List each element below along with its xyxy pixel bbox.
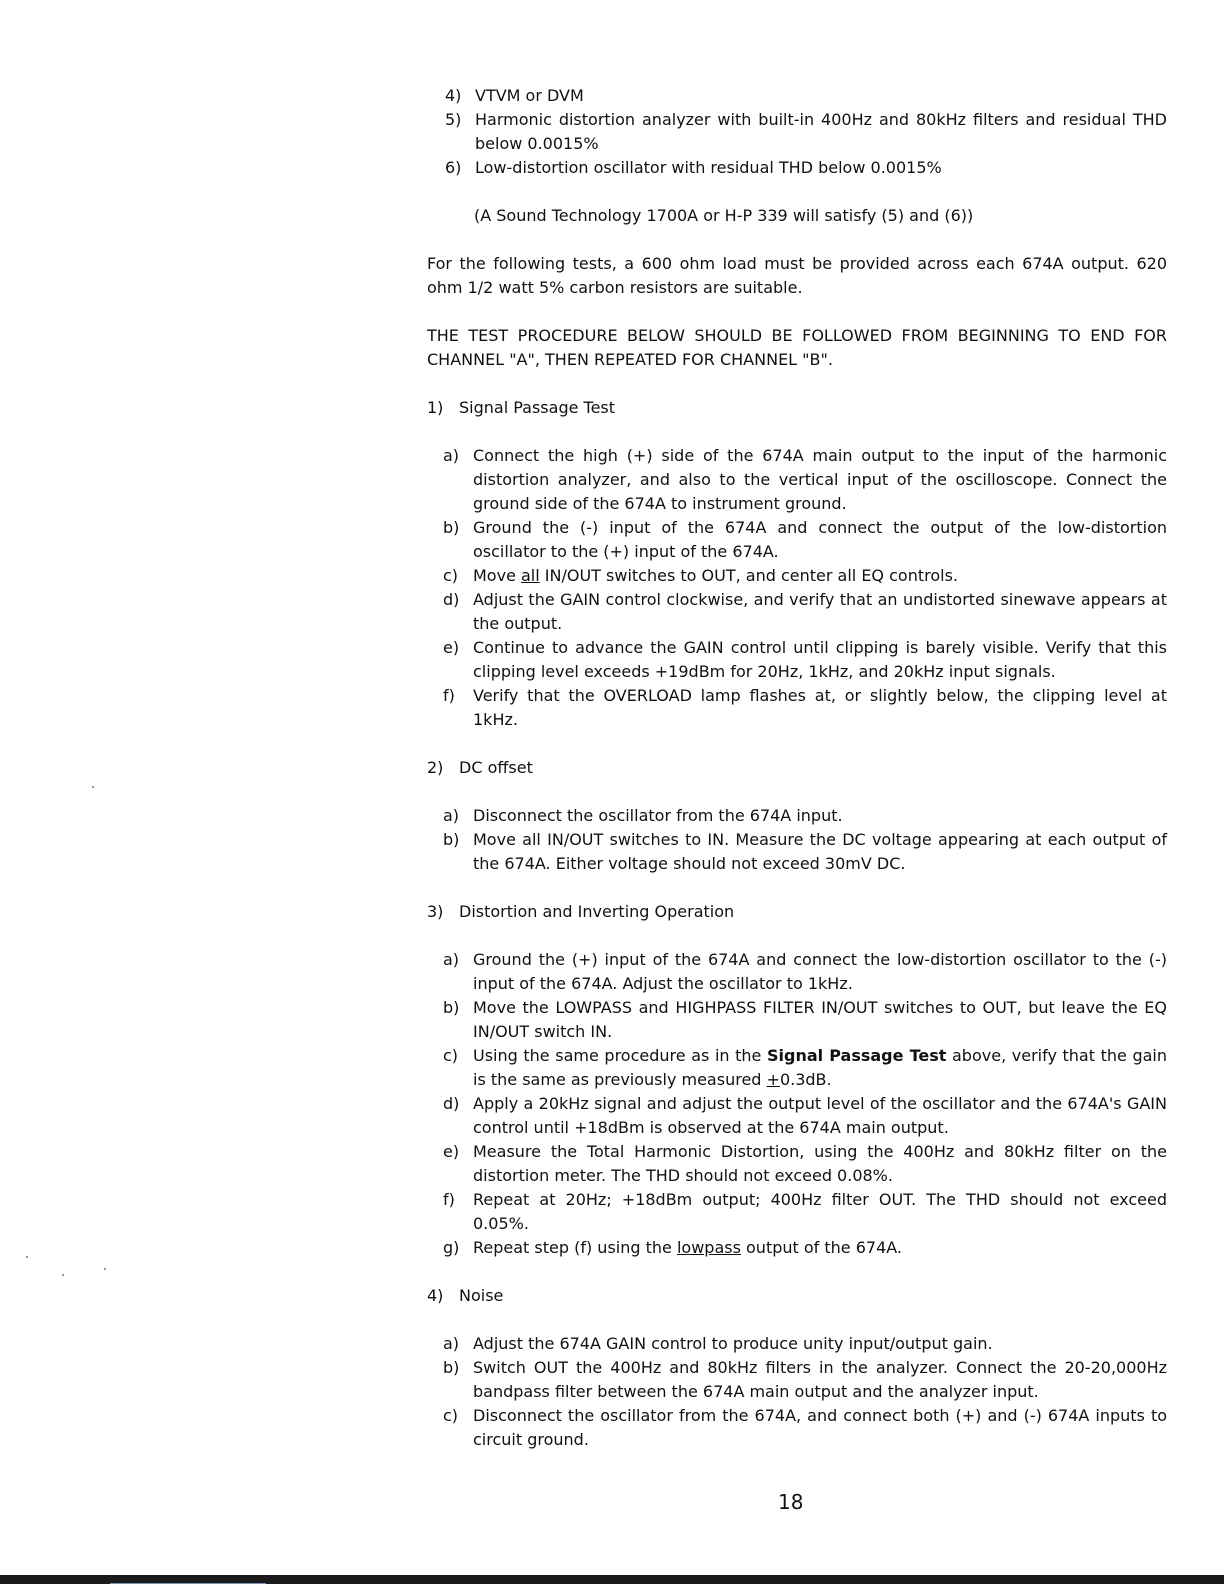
step-text: Ground the (+) input of the 674A and connect the low-distortion oscillator to the (-) input of the 674A. Adjust the oscillator to 1kHz.: [473, 950, 1167, 993]
section-title: Noise: [459, 1286, 504, 1305]
step-1e: [427, 636, 1167, 684]
dc-offset-steps: [427, 804, 1167, 876]
section-number: 2): [427, 758, 444, 777]
step-text-part: output of the 674A.: [746, 1238, 903, 1257]
step-text: [473, 564, 1167, 588]
step-text-part: Using the same procedure as in the: [473, 1046, 762, 1065]
section-heading-dc-offset: [427, 756, 1167, 780]
step-3a: [427, 948, 1167, 996]
procedure-paragraph: THE TEST PROCEDURE BELOW SHOULD BE FOLLOWED FROM BEGINNING TO END FOR CHANNEL "A", THEN REPEATED FOR CHANNEL "B".: [427, 326, 1167, 369]
page-number: 18: [778, 1490, 804, 1514]
step-text: Adjust the 674A GAIN control to produce unity input/output gain.: [473, 1334, 993, 1353]
load-paragraph: For the following tests, a 600 ohm load must be provided across each 674A output. 620 ohm 1/2 watt 5% carbon resistors are suitable.: [427, 254, 1167, 297]
step-label: c): [443, 1406, 459, 1425]
equipment-list: [427, 84, 1167, 180]
step-label: b): [443, 518, 460, 537]
step-text-part: Repeat step (f) using the: [473, 1238, 672, 1257]
step-text: Apply a 20kHz signal and adjust the output level of the oscillator and the 674A's GAIN control until +18dBm is observed at the 674A main output.: [473, 1094, 1167, 1137]
section-title: Signal Passage Test: [459, 398, 616, 417]
step-1b: [427, 516, 1167, 564]
step-1c: [427, 564, 1167, 588]
step-label: a): [443, 446, 460, 465]
step-3d: [427, 1092, 1167, 1140]
step-text: Verify that the OVERLOAD lamp flashes at, or slightly below, the clipping level at 1kHz.: [473, 686, 1167, 729]
step-label: f): [443, 1190, 455, 1209]
step-label: a): [443, 1334, 460, 1353]
section-heading-distortion: [427, 900, 1167, 924]
step-text-part: IN/OUT switches to OUT, and center all EQ controls.: [544, 566, 958, 585]
step-1a: [427, 444, 1167, 516]
step-label: a): [443, 806, 460, 825]
step-text: Disconnect the oscillator from the 674A input.: [473, 806, 843, 825]
step-text: Adjust the GAIN control clockwise, and verify that an undistorted sinewave appears at the output.: [473, 590, 1167, 633]
step-label: d): [443, 1094, 460, 1113]
step-3b: [427, 996, 1167, 1044]
step-3f: [427, 1188, 1167, 1236]
step-text-part: Move: [473, 566, 516, 585]
item-number: 4): [445, 86, 462, 105]
step-4a: [427, 1332, 1167, 1356]
item-text: VTVM or DVM: [475, 86, 584, 105]
section-number: 3): [427, 902, 444, 921]
equipment-note: (A Sound Technology 1700A or H-P 339 will satisfy (5) and (6)): [474, 206, 974, 225]
step-label: g): [443, 1238, 460, 1257]
step-3e: [427, 1140, 1167, 1188]
scan-speck: [104, 1268, 106, 1270]
equipment-item-4: [427, 84, 1167, 108]
step-3g: [427, 1236, 1167, 1260]
step-label: f): [443, 686, 455, 705]
item-number: 6): [445, 158, 462, 177]
step-text: Measure the Total Harmonic Distortion, using the 400Hz and 80kHz filter on the distortion meter. The THD should not exceed 0.08%.: [473, 1142, 1167, 1185]
step-label: b): [443, 1358, 460, 1377]
underlined-word: all: [521, 566, 540, 585]
step-label: b): [443, 830, 460, 849]
signal-passage-steps: [427, 444, 1167, 732]
section-number: 4): [427, 1286, 444, 1305]
step-text: Move all IN/OUT switches to IN. Measure the DC voltage appearing at each output of the 674A. Either voltage should not exceed 30mV DC.: [473, 830, 1167, 873]
step-label: c): [443, 1046, 459, 1065]
step-label: b): [443, 998, 460, 1017]
scan-speck: [26, 1256, 28, 1258]
equipment-item-6: [427, 156, 1167, 180]
step-text: [473, 1236, 1167, 1260]
scan-speck: [92, 786, 94, 788]
item-number: 5): [445, 110, 462, 129]
distortion-steps: [427, 948, 1167, 1260]
underlined-word: lowpass: [676, 1238, 741, 1257]
step-text: [473, 1044, 1167, 1092]
step-text: Connect the high (+) side of the 674A main output to the input of the harmonic distortion analyzer, and also to the vertical input of the oscilloscope. Connect the ground side of the 674A to instrument ground.: [473, 446, 1167, 513]
scan-speck: [62, 1274, 64, 1276]
step-text: Switch OUT the 400Hz and 80kHz filters in the analyzer. Connect the 20-20,000Hz bandpass filter between the 674A main output and the analyzer input.: [473, 1358, 1167, 1401]
step-text: Continue to advance the GAIN control until clipping is barely visible. Verify that this clipping level exceeds +19dBm for 20Hz, 1kHz, and 20kHz input signals.: [473, 638, 1167, 681]
step-2a: [427, 804, 1167, 828]
step-text-part: 0.3dB.: [779, 1070, 832, 1089]
step-2b: [427, 828, 1167, 876]
step-text: Ground the (-) input of the 674A and connect the output of the low-distortion oscillator to the (+) input of the 674A.: [473, 518, 1167, 561]
step-text-part: above, verify that the gain is the same as previously measured: [473, 1046, 1168, 1089]
section-title: DC offset: [459, 758, 533, 777]
step-4c: [427, 1404, 1167, 1452]
step-label: e): [443, 638, 460, 657]
step-1d: [427, 588, 1167, 636]
plus-minus-sign: +: [766, 1070, 780, 1089]
section-heading-signal-passage: [427, 396, 1167, 420]
document-page: [427, 84, 1167, 1476]
equipment-item-5: [427, 108, 1167, 156]
step-text: Move the LOWPASS and HIGHPASS FILTER IN/OUT switches to OUT, but leave the EQ IN/OUT switch IN.: [473, 998, 1167, 1041]
step-label: d): [443, 590, 460, 609]
step-text: Disconnect the oscillator from the 674A, and connect both (+) and (-) 674A inputs to circuit ground.: [473, 1406, 1167, 1449]
step-1f: [427, 684, 1167, 732]
step-label: a): [443, 950, 460, 969]
section-title: Distortion and Inverting Operation: [459, 902, 735, 921]
section-heading-noise: [427, 1284, 1167, 1308]
item-text: Low-distortion oscillator with residual THD below 0.0015%: [475, 158, 942, 177]
step-3c: [427, 1044, 1167, 1092]
step-4b: [427, 1356, 1167, 1404]
section-number: 1): [427, 398, 444, 417]
step-text: Repeat at 20Hz; +18dBm output; 400Hz filter OUT. The THD should not exceed 0.05%.: [473, 1190, 1167, 1233]
item-text: Harmonic distortion analyzer with built-in 400Hz and 80kHz filters and residual THD below 0.0015%: [475, 110, 1167, 153]
step-label: e): [443, 1142, 460, 1161]
step-label: c): [443, 566, 459, 585]
noise-steps: [427, 1332, 1167, 1452]
bold-reference: Signal Passage Test: [767, 1046, 947, 1065]
